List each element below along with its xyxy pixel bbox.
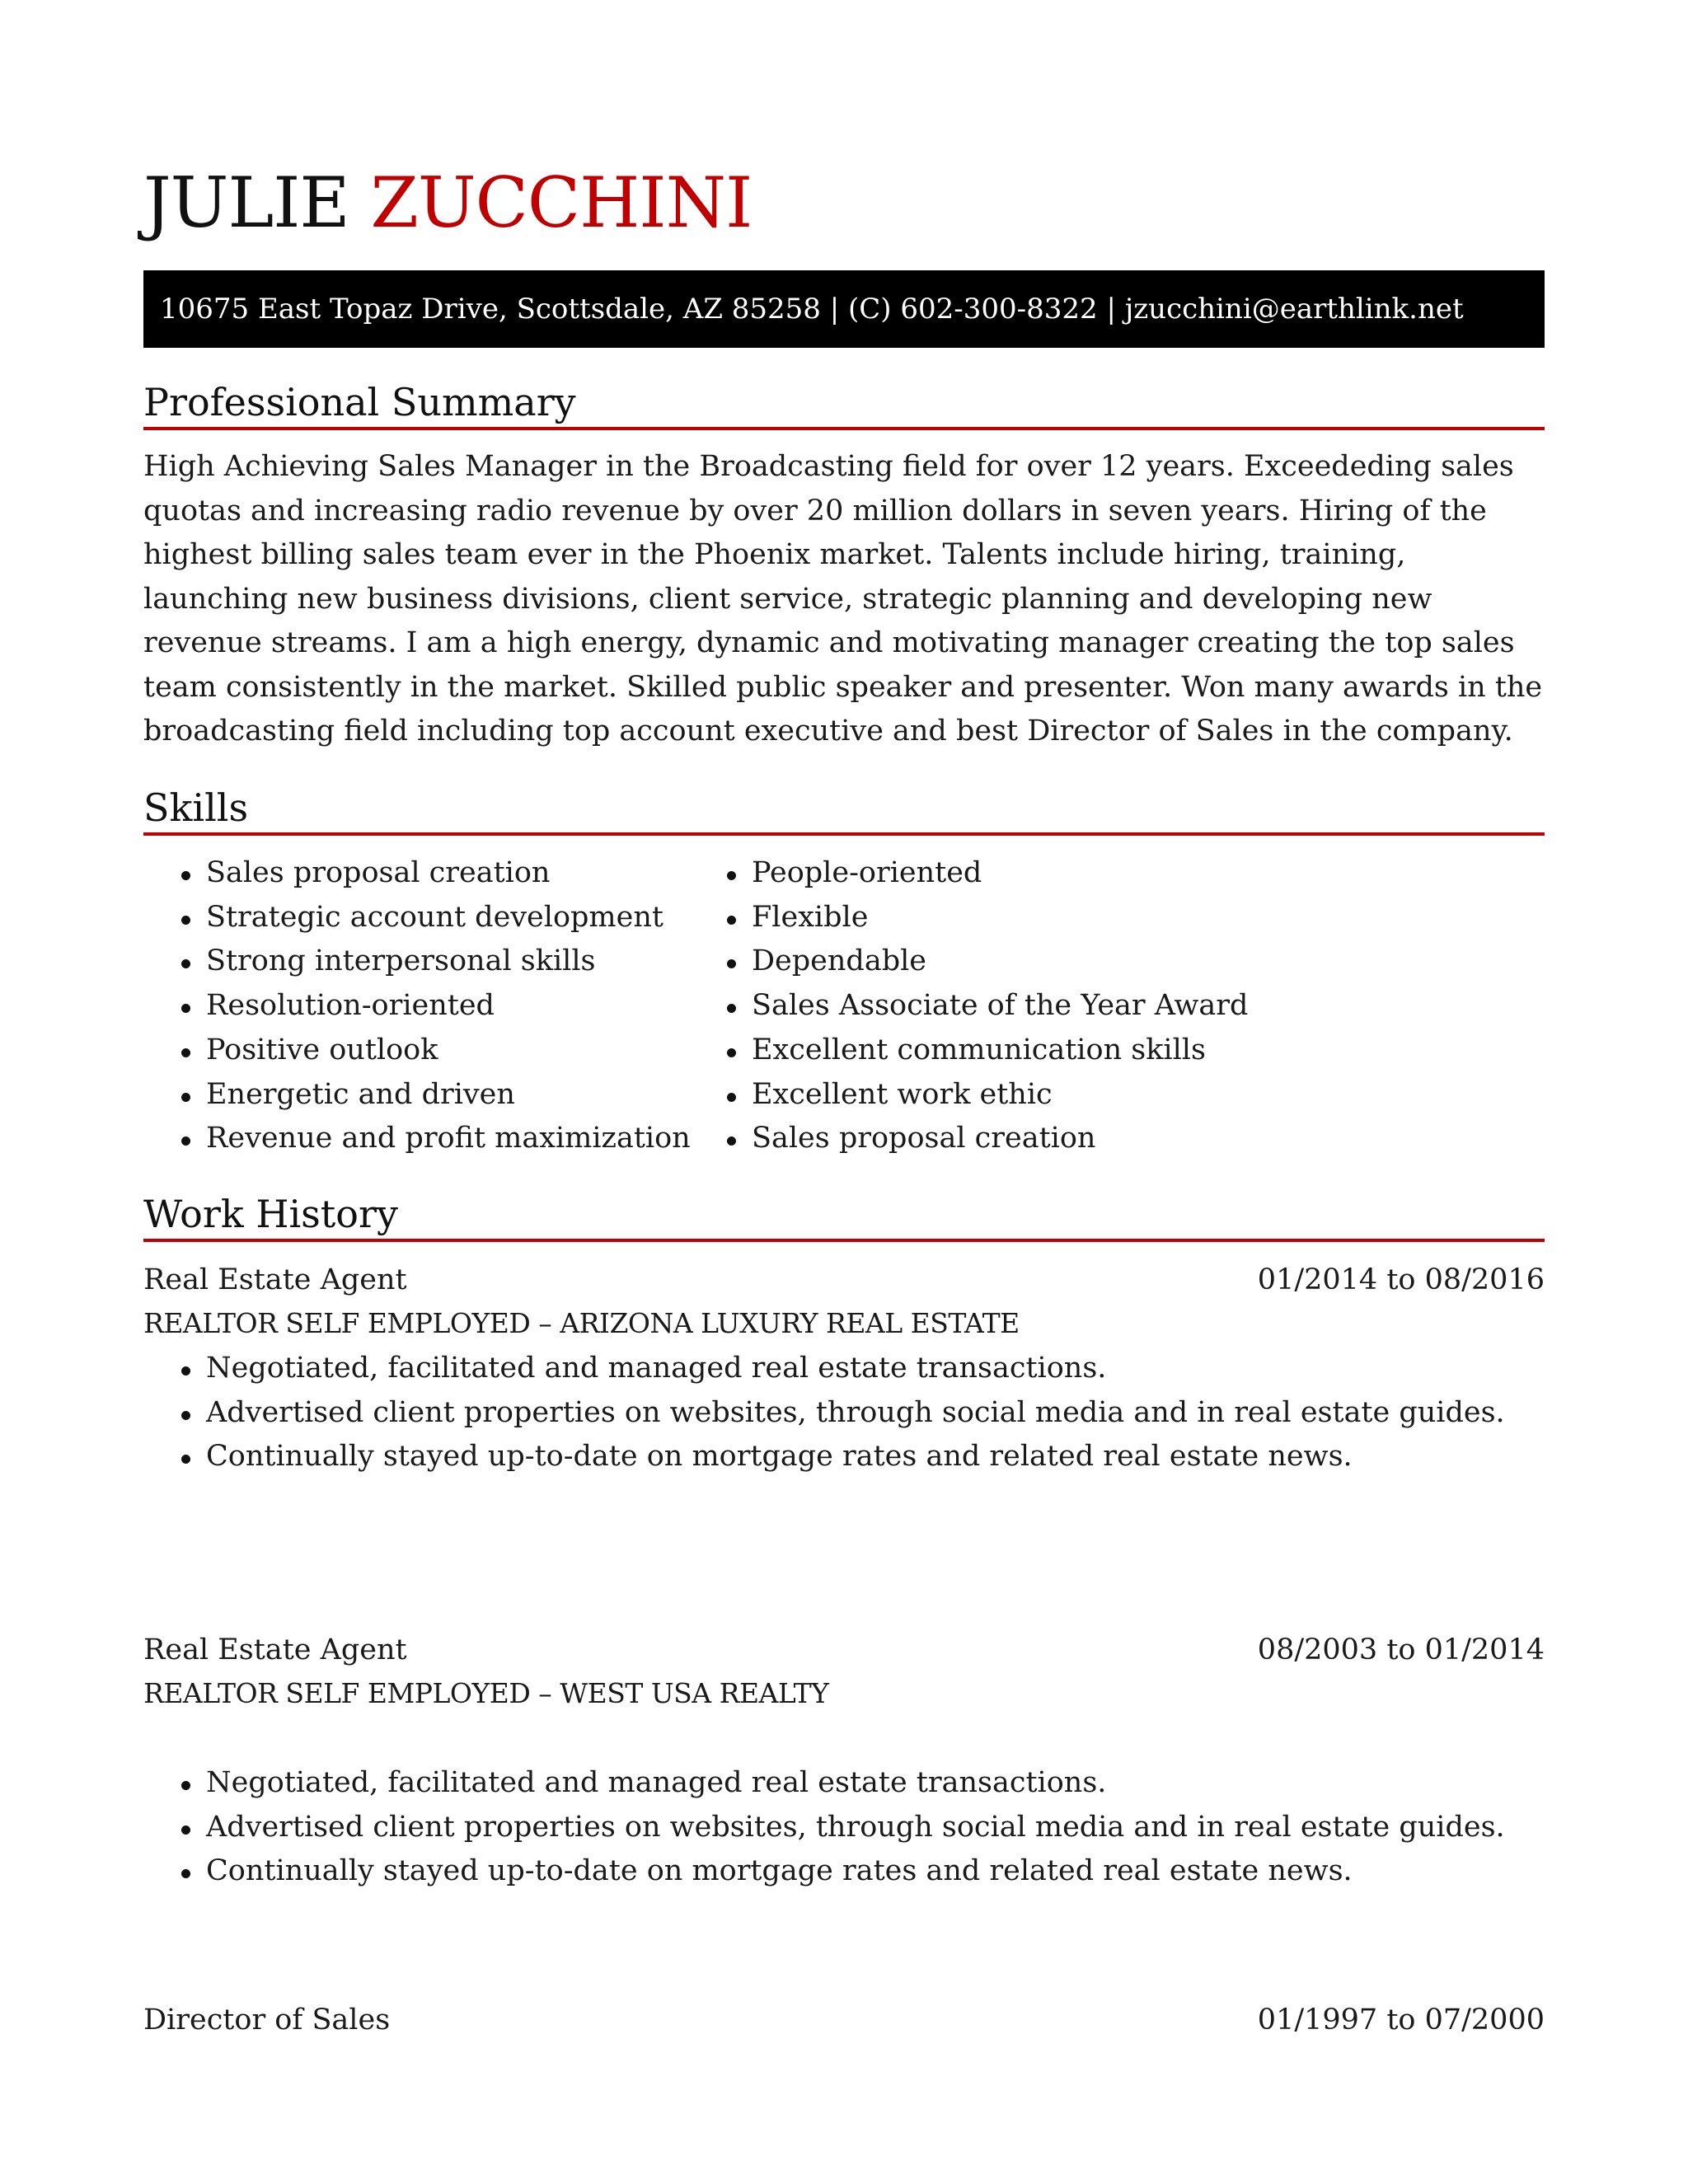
job-company: REALTOR SELF EMPLOYED – WEST USA REALTY [143,1677,829,1709]
duty-item: Continually stayed up-to-date on mortgage rates and related real estate news. [143,1849,1505,1894]
skill-item: Dependable [689,940,1248,984]
first-name: JULIE [143,162,349,243]
duty-item: Continually stayed up-to-date on mortgage rates and related real estate news. [143,1435,1505,1479]
job-title: Real Estate Agent [143,1263,407,1296]
skill-item: Sales proposal creation [689,1117,1248,1161]
skill-item: Excellent communication skills [689,1029,1248,1073]
duty-item: Negotiated, facilitated and managed real estate transactions. [143,1761,1505,1806]
job-dates: 08/2003 to 01/2014 [1257,1633,1545,1666]
job-title: Real Estate Agent [143,1633,407,1666]
job-duties [143,1761,1505,1894]
skill-item: Resolution-oriented [143,984,691,1029]
job-company: REALTOR SELF EMPLOYED – ARIZONA LUXURY REAL ESTATE [143,1307,1020,1339]
duty-item: Negotiated, facilitated and managed real estate transactions. [143,1347,1505,1391]
section-title-skills: Skills [143,783,1545,836]
skill-item: Sales Associate of the Year Award [689,984,1248,1029]
job-dates: 01/1997 to 07/2000 [1257,2004,1545,2036]
skill-item: Strategic account development [143,896,691,940]
candidate-name [143,162,752,244]
skill-item: Strong interpersonal skills [143,940,691,984]
contact-bar: 10675 East Topaz Drive, Scottsdale, AZ 85258 | (C) 602-300-8322 | jzucchini@earthlink.net [143,270,1545,348]
skills-list-right [689,851,1248,1161]
job-dates: 01/2014 to 08/2016 [1257,1263,1545,1296]
skills-list-left [143,851,691,1161]
skill-item: Revenue and profit maximization [143,1117,691,1161]
section-title-work-history: Work History [143,1189,1545,1242]
summary-text: High Achieving Sales Manager in the Broadcasting field for over 12 years. Exceededing sales quotas and increasing radio revenue by over 20 million dollars in seven years. Hiring of the highest billing sales team ever in the Phoenix market. Talents include hiring, training, launching new business divisions, client service, strategic planning and developing new revenue streams. I am a high energy, dynamic and motivating manager creating the top sales team consistently in the market. Skilled public speaker and presenter. Won many awards in the broadcasting field including top account executive and best Director of Sales in the company. [143,450,1543,748]
duty-item: Advertised client properties on websites, through social media and in real estate guides. [143,1391,1505,1436]
duty-item: Advertised client properties on websites, through social media and in real estate guides. [143,1806,1505,1850]
job-title: Director of Sales [143,2004,391,2036]
skill-item: Energetic and driven [143,1073,691,1118]
skill-item: Sales proposal creation [143,851,691,896]
last-name: ZUCCHINI [370,162,753,243]
skill-item: Flexible [689,896,1248,940]
skill-item: People-oriented [689,851,1248,896]
section-title-summary: Professional Summary [143,377,1545,430]
skill-item: Positive outlook [143,1029,691,1073]
skill-item: Excellent work ethic [689,1073,1248,1118]
job-duties [143,1347,1505,1479]
